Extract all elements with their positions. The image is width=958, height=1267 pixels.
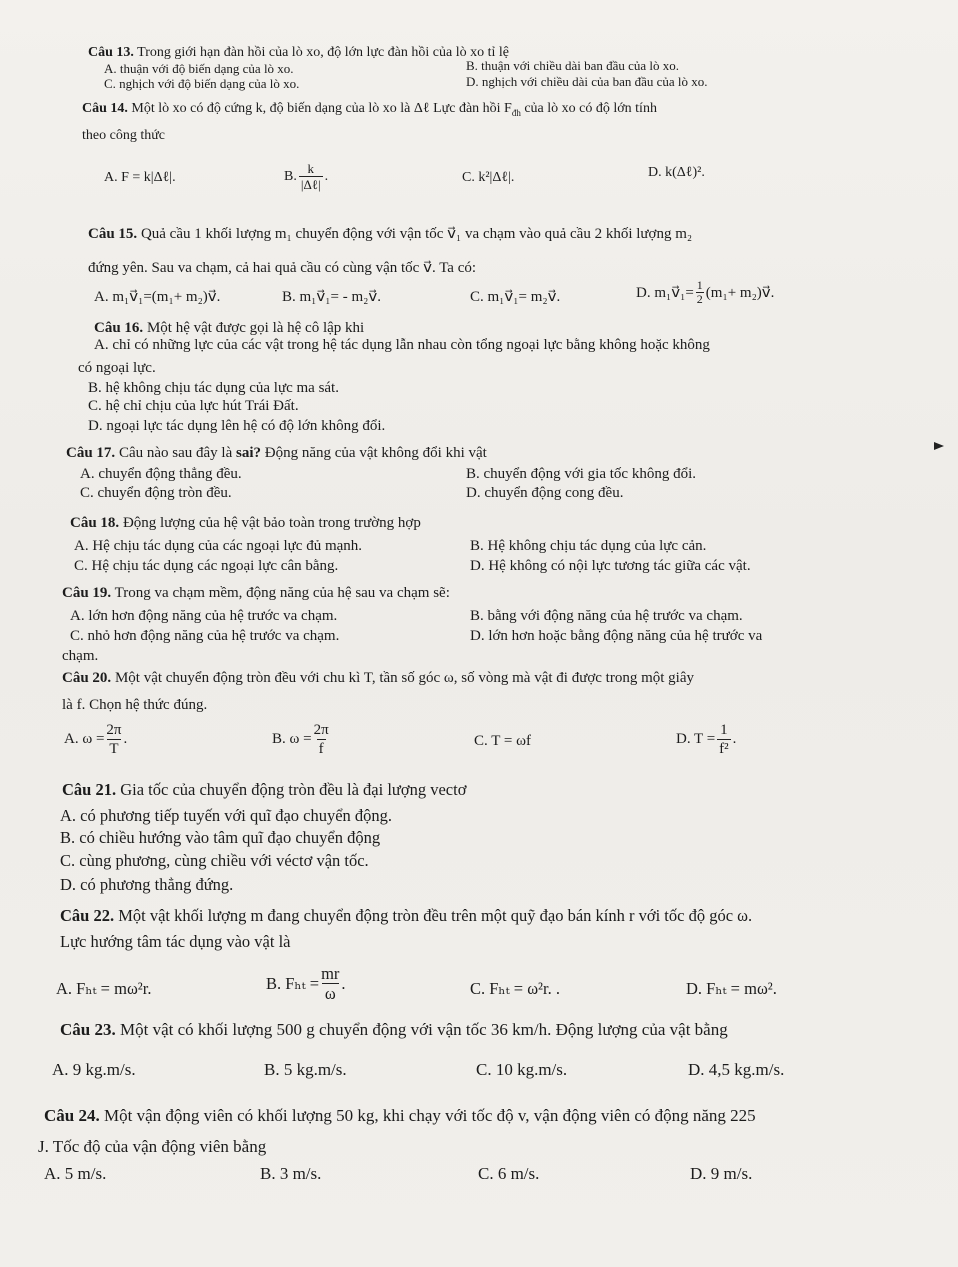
q17-option-c: C. chuyển động tròn đều.	[80, 485, 232, 501]
q15-option-d: D. m₁v⃗₁= $\frac{1}{2}$ (m₁+ m₂)v⃗.	[636, 278, 775, 306]
q24-option-d: D. 9 m/s.	[690, 1164, 753, 1183]
q13-option-b: B. thuận với chiều dài ban đầu của lò xo.	[466, 58, 680, 73]
q24-stem: Câu 24. Một vận động viên có khối lượng 50 kg, khi chạy với tốc độ v, vận động viên có động năng 225	[44, 1106, 756, 1125]
q16-option-c: C. hệ chỉ chịu của lực hút Trái Đất.	[88, 398, 299, 414]
q24-option-c: C. 6 m/s.	[478, 1164, 540, 1183]
q23-option-c: C. 10 kg.m/s.	[476, 1060, 568, 1079]
q21-option-d: D. có phương thẳng đứng.	[60, 875, 234, 894]
q17-option-b: B. chuyển động với gia tốc không đổi.	[466, 466, 696, 482]
q16-stem: Câu 16. Một hệ vật được gọi là hệ cô lập khi	[94, 320, 365, 336]
q16-option-d: D. ngoại lực tác dụng lên hệ có độ lớn không đổi.	[88, 418, 386, 434]
q19-stem: Câu 19. Trong va chạm mềm, động năng của hệ sau va chạm sẽ:	[62, 585, 450, 601]
q19-option-d: D. lớn hơn hoặc bằng động năng của hệ trước va	[470, 628, 763, 644]
arrow-mark-icon	[934, 442, 944, 450]
q14-stem-line2: theo công thức	[82, 128, 166, 143]
q20-stem: Câu 20. Một vật chuyển động tròn đều với chu kì T, tần số góc ω, số vòng mà vật đi được trong một giây	[62, 670, 694, 686]
q14-option-c: C. k²|Δℓ|.	[462, 170, 515, 185]
q15-stem: Câu 15. Quả cầu 1 khối lượng m₁ chuyển động với vận tốc v⃗₁ va chạm vào quả cầu 2 khối lượng m₂	[88, 226, 693, 242]
q15-option-c: C. m₁v⃗₁= m₂v⃗.	[470, 289, 561, 305]
q24-stem-line2: J. Tốc độ của vận động viên bằng	[38, 1137, 267, 1156]
q22-stem-line2: Lực hướng tâm tác dụng vào vật là	[60, 932, 291, 951]
q14-option-b: B. k |Δℓ| .	[284, 161, 329, 192]
q20-stem-line2: là f. Chọn hệ thức đúng.	[62, 697, 208, 713]
q18-option-c: C. Hệ chịu tác dụng các ngoại lực cân bằng.	[74, 558, 339, 574]
q20-option-d: D. T = $\frac{1}{\text{f²}}$ .	[676, 722, 737, 757]
q22-stem: Câu 22. Một vật khối lượng m đang chuyển động tròn đều trên một quỹ đạo bán kính r với tốc độ góc ω.	[60, 906, 753, 925]
q19-option-c: C. nhỏ hơn động năng của hệ trước va chạm.	[70, 628, 340, 644]
q22-option-a: A. Fₕₜ = mω²r.	[56, 979, 152, 998]
q15-stem-line2: đứng yên. Sau va chạm, cả hai quả cầu có cùng vận tốc v⃗. Ta có:	[88, 260, 477, 276]
q19-option-b: B. bằng với động năng của hệ trước va chạm.	[470, 608, 743, 624]
q15-option-b: B. m₁v⃗₁= - m₂v⃗.	[282, 289, 381, 305]
q17-option-a: A. chuyển động thẳng đều.	[80, 466, 242, 482]
q15-option-a: A. m₁v⃗₁=(m₁+ m₂)v⃗.	[94, 289, 221, 305]
q14-option-a: A. F = k|Δℓ|.	[104, 170, 176, 185]
q17-option-d: D. chuyển động cong đều.	[466, 485, 624, 501]
q22-option-c: C. Fₕₜ = ω²r. .	[470, 979, 560, 998]
q17-stem: Câu 17. Câu nào sau đây là sai? Động năng của vật không đổi khi vật	[66, 445, 487, 461]
q23-option-b: B. 5 kg.m/s.	[264, 1060, 347, 1079]
q13-option-d: D. nghịch với chiều dài của ban đầu của lò xo.	[466, 74, 708, 89]
q13-stem: Câu 13. Trong giới hạn đàn hồi của lò xo, độ lớn lực đàn hồi của lò xo tỉ lệ	[88, 45, 509, 60]
q22-option-d: D. Fₕₜ = mω².	[686, 979, 777, 998]
q13-option-c: C. nghịch với độ biến dạng của lò xo.	[104, 76, 300, 91]
q16-option-a-line2: có ngoại lực.	[78, 360, 156, 376]
q16-option-a: A. chỉ có những lực của các vật trong hệ tác dụng lẫn nhau còn tổng ngoại lực bằng không hoặc không	[94, 337, 710, 353]
q21-stem: Câu 21. Gia tốc của chuyển động tròn đều là đại lượng vectơ	[62, 780, 467, 799]
q20-option-a: A. ω = $\frac{2\pi}{T}$ .	[64, 722, 128, 757]
q19-option-d-line2: chạm.	[62, 648, 99, 664]
q14-option-d: D. k(Δℓ)².	[648, 165, 705, 180]
q21-option-a: A. có phương tiếp tuyến với quĩ đạo chuyển động.	[60, 806, 393, 825]
q13-option-a: A. thuận với độ biến dạng của lò xo.	[104, 61, 294, 76]
q20-option-b: B. ω = $\frac{2\pi}{f}$	[272, 722, 329, 757]
q23-option-d: D. 4,5 kg.m/s.	[688, 1060, 785, 1079]
q20-option-c: C. T = ωf	[474, 733, 531, 749]
q21-option-c: C. cùng phương, cùng chiều với véctơ vận tốc.	[60, 851, 369, 870]
q16-option-b: B. hệ không chịu tác dụng của lực ma sát.	[88, 380, 339, 396]
q19-option-a: A. lớn hơn động năng của hệ trước va chạm.	[70, 608, 338, 624]
q21-option-b: B. có chiều hướng vào tâm quĩ đạo chuyển động	[60, 828, 381, 847]
q18-option-b: B. Hệ không chịu tác dụng của lực cản.	[470, 538, 707, 554]
q18-stem: Câu 18. Động lượng của hệ vật bảo toàn trong trường hợp	[70, 515, 421, 531]
q24-option-b: B. 3 m/s.	[260, 1164, 322, 1183]
q23-option-a: A. 9 kg.m/s.	[52, 1060, 136, 1079]
q18-option-a: A. Hệ chịu tác dụng của các ngoại lực đủ mạnh.	[74, 538, 363, 554]
q23-stem: Câu 23. Một vật có khối lượng 500 g chuyển động với vận tốc 36 km/h. Động lượng của vật bằng	[60, 1020, 728, 1039]
q24-option-a: A. 5 m/s.	[44, 1164, 107, 1183]
q14-stem: Câu 14. Một lò xo có độ cứng k, độ biến dạng của lò xo là Δℓ Lực đàn hồi $F_{đh}$ của lò xo có độ lớn tính	[82, 101, 657, 118]
q22-option-b: B. Fₕₜ = $\frac{mr}{\omega}$ .	[266, 964, 346, 1003]
q18-option-d: D. Hệ không có nội lực tương tác giữa các vật.	[470, 558, 751, 574]
